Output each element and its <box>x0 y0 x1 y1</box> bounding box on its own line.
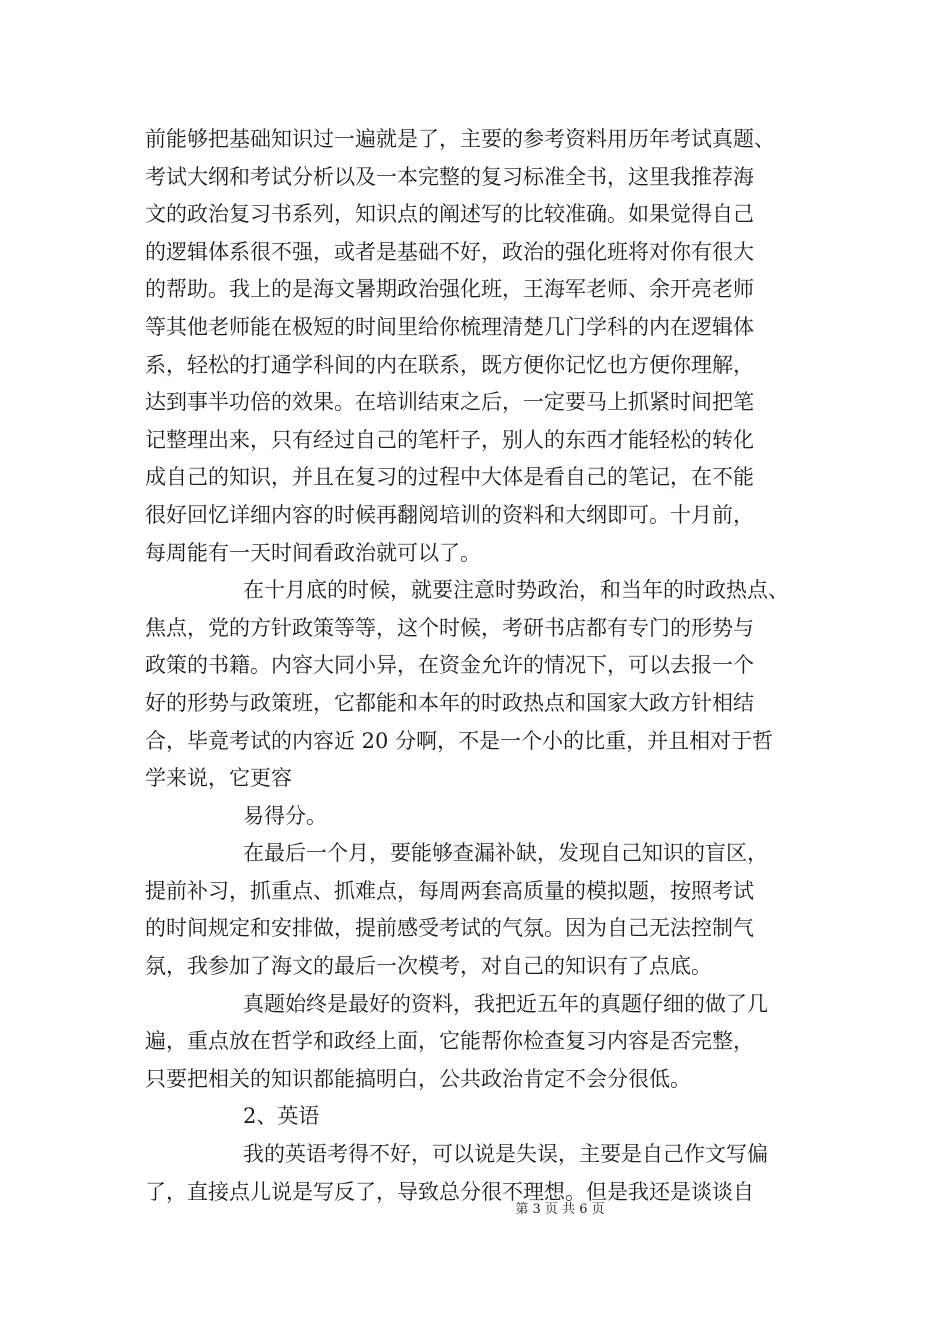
text-line: 在最后一个月，要能够查漏补缺，发现自己知识的盲区， <box>243 841 768 866</box>
document-body <box>145 121 815 1211</box>
text-line: 易得分。 <box>243 803 327 828</box>
text-line: 了，直接点儿说是写反了，导致总分很不理想。但是我还是谈谈自 <box>145 1179 754 1204</box>
text-line: 合，毕竟考试的内容近 20 分啊，不是一个小的比重，并且相对于哲 <box>145 728 774 753</box>
text-line: 只要把相关的知识都能搞明白，公共政治肯定不会分很低。 <box>145 1066 691 1091</box>
text-line: 考试大纲和考试分析以及一本完整的复习标准全书，这里我推荐海 <box>145 164 754 189</box>
text-line: 的帮助。我上的是海文暑期政治强化班，王海军老师、余开亮老师 <box>145 277 754 302</box>
text-line: 前能够把基础知识过一遍就是了，主要的参考资料用历年考试真题、 <box>145 127 775 151</box>
text-line: 2、英语 <box>243 1104 320 1129</box>
page-footer: 第 3 页 共 6 页 <box>515 1202 605 1217</box>
text-line: 我的英语考得不好，可以说是失误，主要是自己作文写偏 <box>243 1142 768 1167</box>
text-line: 达到事半功倍的效果。在培训结束之后，一定要马上抓紧时间把笔 <box>145 390 754 415</box>
text-line: 文的政治复习书系列，知识点的阐述写的比较准确。如果觉得自己 <box>145 202 754 227</box>
text-line: 的时间规定和安排做，提前感受考试的气氛。因为自己无法控制气 <box>145 916 754 941</box>
text-line: 在十月底的时候，就要注意时势政治，和当年的时政热点、 <box>243 578 789 603</box>
text-line: 的逻辑体系很不强，或者是基础不好，政治的强化班将对你有很大 <box>145 239 754 264</box>
text-line: 提前补习，抓重点、抓难点，每周两套高质量的模拟题，按照考试 <box>145 878 754 903</box>
text-line: 氛，我参加了海文的最后一次模考，对自己的知识有了点底。 <box>145 954 712 979</box>
text-line: 等其他老师能在极短的时间里给你梳理清楚几门学科的内在逻辑体 <box>145 314 754 339</box>
text-line: 学来说，它更容 <box>145 766 292 791</box>
text-line: 记整理出来，只有经过自己的笔杆子，别人的东西才能轻松的转化 <box>145 427 754 452</box>
text-line: 成自己的知识，并且在复习的过程中大体是看自己的笔记，在不能 <box>145 465 754 490</box>
text-line: 遍，重点放在哲学和政经上面，它能帮你检查复习内容是否完整， <box>145 1029 754 1054</box>
text-line: 焦点，党的方针政策等等，这个时候，考研书店都有专门的形势与 <box>145 615 754 640</box>
text-line: 很好回忆详细内容的时候再翻阅培训的资料和大纲即可。十月前， <box>145 502 754 527</box>
text-line: 真题始终是最好的资料，我把近五年的真题仔细的做了几 <box>243 991 768 1016</box>
text-line: 系，轻松的打通学科间的内在联系，既方便你记忆也方便你理解， <box>145 352 754 377</box>
text-line: 政策的书籍。内容大同小异，在资金允许的情况下，可以去报一个 <box>145 653 754 678</box>
text-line: 好的形势与政策班，它都能和本年的时政热点和国家大政方针相结 <box>145 690 754 715</box>
text-line: 每周能有一天时间看政治就可以了。 <box>145 540 481 565</box>
